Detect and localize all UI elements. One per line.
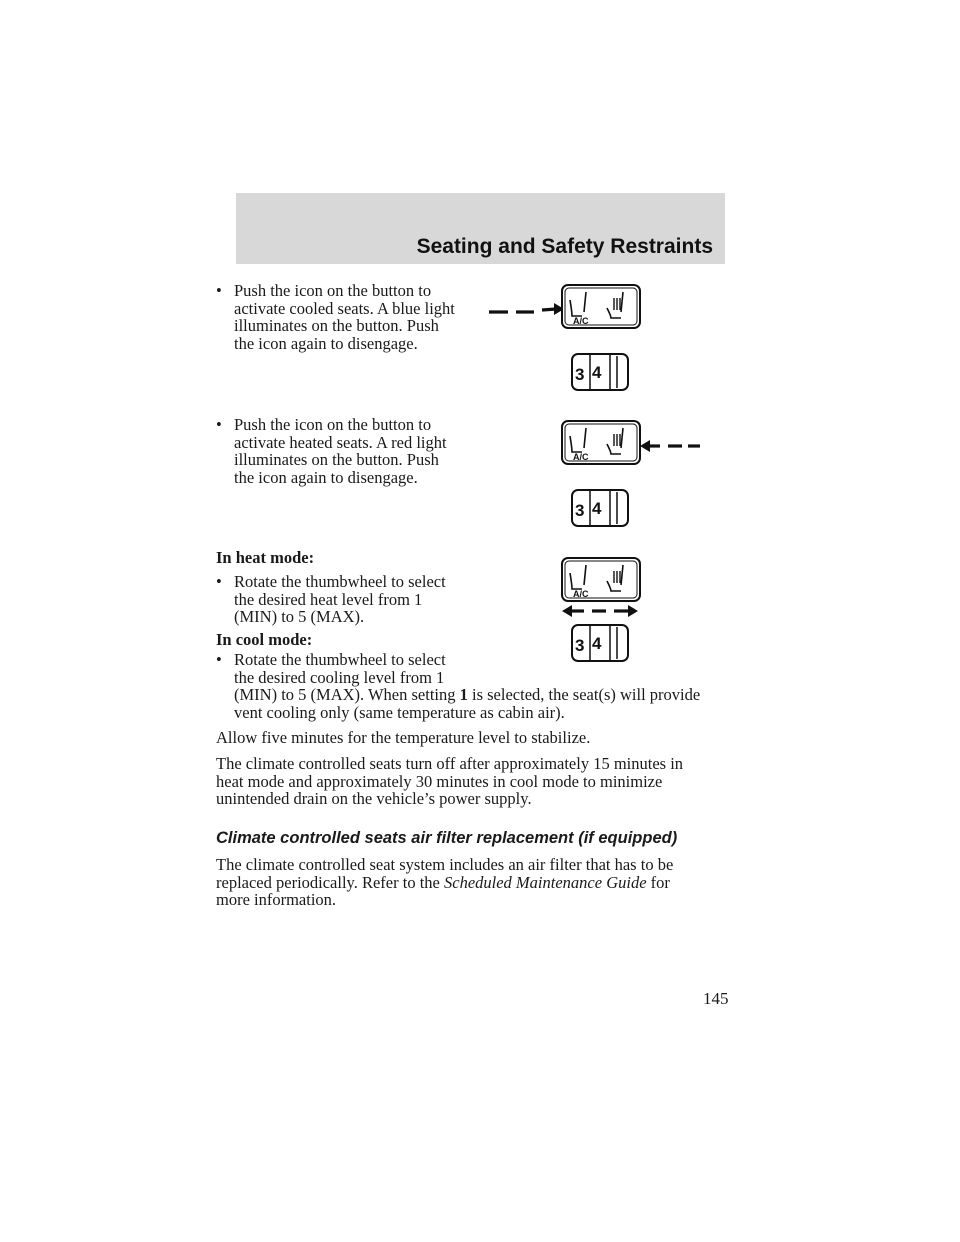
bullet-1-line-1: Push the icon on the button to [234,281,432,300]
wheel-level-3: 3 [575,365,585,384]
heat-mode-line-1: Rotate the thumbwheel to select [234,572,446,591]
filter-section-heading: Climate controlled seats air filter replacement (if equipped) [216,829,678,847]
turn-off-line-1: The climate controlled seats turn off after approximately 15 minutes in [216,754,684,773]
thumbwheel [572,354,628,390]
filter-line-3: more information. [216,890,337,910]
figure-heated-seats [558,418,703,528]
page-number: 145 [703,989,729,1008]
heat-mode-line-3: (MIN) to 5 (MAX). [234,607,365,627]
double-arrow-icon [562,605,638,617]
bullet-2-line-3: illuminates on the button. Push [234,450,439,470]
bullet-marker: • [216,572,222,591]
filter-line-2: replaced periodically. Refer to the Scheduled Maintenance Guide for [216,872,670,892]
cool-mode-line-2: the desired cooling level from 1 [234,667,445,687]
ac-label: A/C [573,452,589,462]
climate-seat-button [562,285,640,328]
setting-one: 1 [459,685,468,705]
cool-mode-line-4: vent cooling only (same temperature as cabin air). [234,702,565,722]
cool-mode-heading: In cool mode: [216,630,313,649]
bullet-marker: • [216,281,222,300]
ac-label: A/C [573,589,589,599]
bullet-2-line-1: Push the icon on the button to [234,415,432,434]
bullet-marker: • [216,650,222,669]
filter-line-1: The climate controlled seat system includes an air filter that has to be [216,855,674,874]
turn-off-line-3: unintended drain on the vehicle’s power supply. [216,789,532,809]
wheel-level-4: 4 [592,499,602,518]
cool-mode-line-3: (MIN) to 5 (MAX). When setting 1 is selected, the seat(s) will provide [234,685,701,705]
heat-mode-line-2: the desired heat level from 1 [234,589,423,609]
cool-mode-line-1: Rotate the thumbwheel to select [234,650,446,669]
thumbwheel [572,490,628,526]
climate-seat-button [562,558,640,601]
maintenance-guide-reference: Scheduled Maintenance Guide [444,872,647,892]
thumbwheel [572,625,628,661]
climate-seat-button [562,421,640,464]
heat-mode-heading: In heat mode: [216,548,315,567]
wheel-level-3: 3 [575,636,585,655]
wheel-level-3: 3 [575,501,585,520]
header-title: Seating and Safety Restraints [416,235,713,258]
figure-thumbwheel-rotation [558,555,648,663]
bullet-2-line-4: the icon again to disengage. [234,467,418,487]
turn-off-line-2: heat mode and approximately 30 minutes in cool mode to minimize [216,771,663,791]
figure-cooled-seats [486,282,646,392]
stabilize-paragraph: Allow five minutes for the temperature level to stabilize. [216,728,591,747]
arrow-right-icon [489,309,556,312]
wheel-level-4: 4 [592,634,602,653]
bullet-1-line-2: activate cooled seats. A blue light [234,298,455,318]
bullet-2-line-2: activate heated seats. A red light [234,432,447,452]
header-band [236,193,725,264]
wheel-level-4: 4 [592,363,602,382]
bullet-1-line-4: the icon again to disengage. [234,333,418,353]
bullet-1-line-3: illuminates on the button. Push [234,316,439,336]
bullet-marker: • [216,415,222,434]
ac-label: A/C [573,316,589,326]
